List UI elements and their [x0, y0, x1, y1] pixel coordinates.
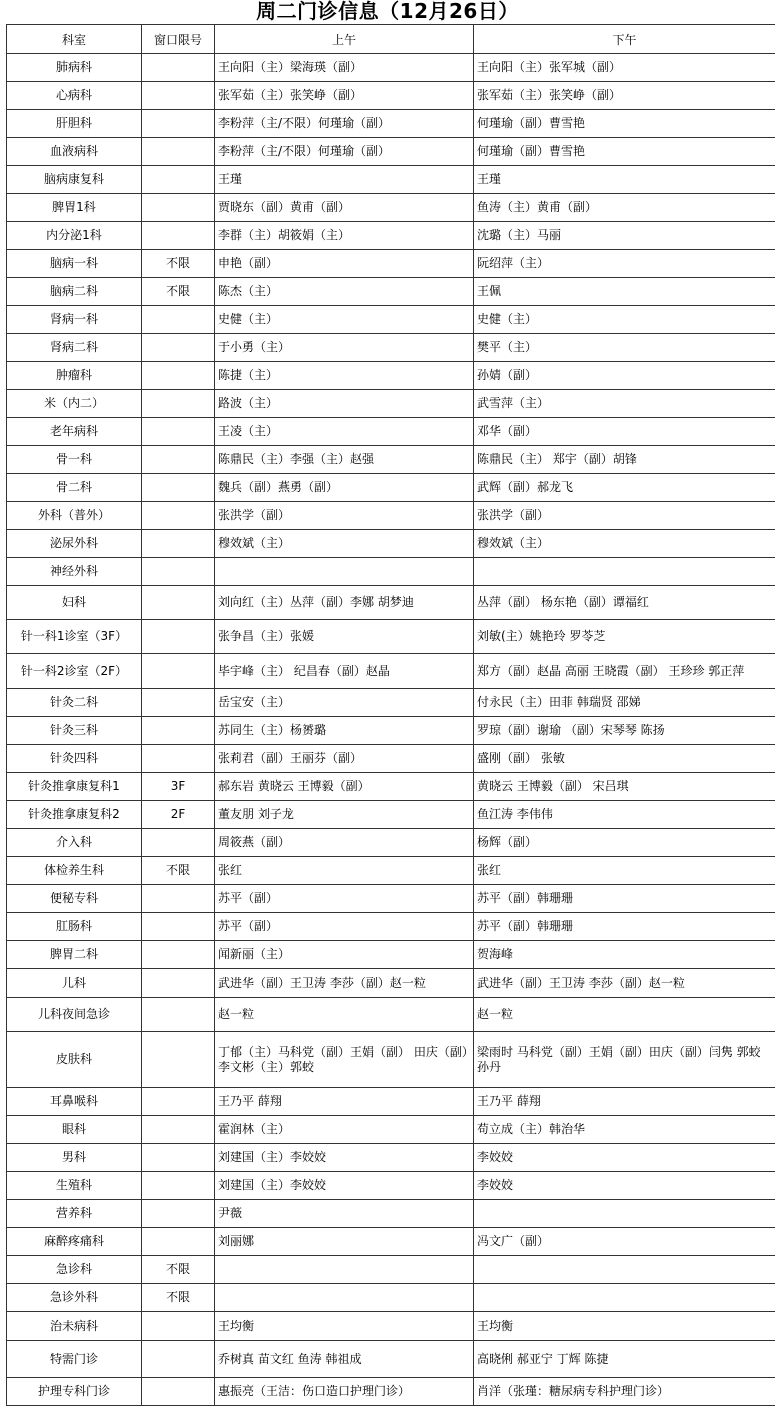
department-cell: 肾病二科 [7, 334, 142, 362]
window-limit-cell [142, 1172, 215, 1200]
morning-doctors-cell: 惠振亮（王洁：伤口造口护理门诊） [215, 1378, 474, 1406]
department-cell: 外科（普外） [7, 502, 142, 530]
table-row [7, 1200, 775, 1228]
window-limit-cell [142, 334, 215, 362]
table-row [7, 474, 775, 502]
department-cell: 儿科 [7, 969, 142, 998]
window-limit-cell [142, 829, 215, 857]
morning-doctors-cell: 闻新丽（主） [215, 941, 474, 969]
window-limit-cell [142, 586, 215, 620]
morning-doctors-cell [215, 1256, 474, 1284]
afternoon-doctors-cell: 武辉（副）郝龙飞 [474, 474, 775, 502]
morning-doctors-cell: 李粉萍（主/不限）何瑾瑜（副） [215, 110, 474, 138]
afternoon-doctors-cell: 梁雨时 马科党（副）王娟（副）田庆（副）闫隽 郭蛟 孙丹 [474, 1032, 775, 1088]
window-limit-cell [142, 1378, 215, 1406]
department-cell: 脑病康复科 [7, 166, 142, 194]
afternoon-doctors-cell: 阮绍萍（主） [474, 250, 775, 278]
department-cell: 男科 [7, 1144, 142, 1172]
afternoon-doctors-cell: 武雪萍（主） [474, 390, 775, 418]
department-cell: 脑病二科 [7, 278, 142, 306]
department-cell: 肝胆科 [7, 110, 142, 138]
morning-doctors-cell: 路波（主） [215, 390, 474, 418]
window-limit-cell [142, 166, 215, 194]
window-limit-cell [142, 446, 215, 474]
morning-doctors-cell: 武进华（副）王卫涛 李莎（副）赵一粒 [215, 969, 474, 998]
window-limit-cell [142, 362, 215, 390]
department-cell: 针一科2诊室（2F） [7, 654, 142, 689]
morning-doctors-cell: 陈鼎民（主）李强（主）赵强 [215, 446, 474, 474]
table-row [7, 1144, 775, 1172]
table-row [7, 446, 775, 474]
window-limit-cell: 不限 [142, 250, 215, 278]
department-cell: 特需门诊 [7, 1341, 142, 1378]
table-row [7, 138, 775, 166]
department-cell: 血液病科 [7, 138, 142, 166]
window-limit-cell [142, 82, 215, 110]
table-row [7, 773, 775, 801]
morning-doctors-cell: 苏同生（主）杨赟璐 [215, 717, 474, 745]
morning-doctors-cell: 刘丽娜 [215, 1228, 474, 1256]
morning-doctors-cell: 周筱燕（副） [215, 829, 474, 857]
afternoon-doctors-cell: 武进华（副）王卫涛 李莎（副）赵一粒 [474, 969, 775, 998]
window-limit-cell [142, 1032, 215, 1088]
morning-doctors-cell: 霍润林（主） [215, 1116, 474, 1144]
afternoon-doctors-cell: 王向阳（主）张军城（副） [474, 54, 775, 82]
table-row [7, 278, 775, 306]
table-row [7, 166, 775, 194]
table-row [7, 306, 775, 334]
department-cell: 体检养生科 [7, 857, 142, 885]
window-limit-cell [142, 941, 215, 969]
table-row [7, 969, 775, 998]
morning-doctors-cell: 史健（主） [215, 306, 474, 334]
morning-doctors-cell: 尹薇 [215, 1200, 474, 1228]
table-row [7, 502, 775, 530]
afternoon-doctors-cell: 张洪学（副） [474, 502, 775, 530]
table-row [7, 390, 775, 418]
afternoon-doctors-cell: 孙婧（副） [474, 362, 775, 390]
afternoon-doctors-cell: 沈璐（主）马丽 [474, 222, 775, 250]
window-limit-cell [142, 194, 215, 222]
afternoon-doctors-cell: 王佩 [474, 278, 775, 306]
department-cell: 老年病科 [7, 418, 142, 446]
morning-doctors-cell: 李粉萍（主/不限）何瑾瑜（副） [215, 138, 474, 166]
department-cell: 针灸二科 [7, 689, 142, 717]
afternoon-doctors-cell: 何瑾瑜（副）曹雪艳 [474, 110, 775, 138]
afternoon-doctors-cell: 杨辉（副） [474, 829, 775, 857]
column-header-department: 科室 [7, 25, 142, 54]
window-limit-cell: 3F [142, 773, 215, 801]
afternoon-doctors-cell: 冯文广（副） [474, 1228, 775, 1256]
page-title: 周二门诊信息（12月26日） [256, 0, 519, 23]
table-row [7, 801, 775, 829]
table-row [7, 558, 775, 586]
afternoon-doctors-cell: 张军茹（主）张笑峥（副） [474, 82, 775, 110]
department-cell: 急诊科 [7, 1256, 142, 1284]
morning-doctors-cell [215, 558, 474, 586]
column-header-window-limit: 窗口限号 [142, 25, 215, 54]
table-row [7, 1116, 775, 1144]
morning-doctors-cell: 贾晓东（副）黄甫（副） [215, 194, 474, 222]
department-cell: 心病科 [7, 82, 142, 110]
afternoon-doctors-cell: 王瑾 [474, 166, 775, 194]
department-cell: 米（内二） [7, 390, 142, 418]
afternoon-doctors-cell: 苟立成（主）韩治华 [474, 1116, 775, 1144]
table-row [7, 620, 775, 654]
window-limit-cell [142, 306, 215, 334]
table-row [7, 689, 775, 717]
window-limit-cell [142, 222, 215, 250]
table-row [7, 250, 775, 278]
department-cell: 麻醉疼痛科 [7, 1228, 142, 1256]
column-header-morning: 上午 [215, 25, 474, 54]
department-cell: 内分泌1科 [7, 222, 142, 250]
afternoon-doctors-cell: 赵一粒 [474, 998, 775, 1032]
table-row [7, 745, 775, 773]
morning-doctors-cell: 董友朋 刘子龙 [215, 801, 474, 829]
window-limit-cell [142, 1312, 215, 1341]
afternoon-doctors-cell: 郑方（副）赵晶 高丽 王晓霞（副） 王珍珍 郭正萍 [474, 654, 775, 689]
table-row [7, 1088, 775, 1116]
table-row [7, 1032, 775, 1088]
morning-doctors-cell: 赵一粒 [215, 998, 474, 1032]
clinic-schedule-table [6, 24, 775, 1406]
department-cell: 泌尿外科 [7, 530, 142, 558]
window-limit-cell [142, 1341, 215, 1378]
morning-doctors-cell [215, 1284, 474, 1312]
table-body [7, 54, 775, 1406]
window-limit-cell [142, 998, 215, 1032]
morning-doctors-cell: 于小勇（主） [215, 334, 474, 362]
morning-doctors-cell: 王凌（主） [215, 418, 474, 446]
window-limit-cell [142, 418, 215, 446]
window-limit-cell [142, 390, 215, 418]
morning-doctors-cell: 刘建国（主）李姣姣 [215, 1144, 474, 1172]
morning-doctors-cell: 穆效斌（主） [215, 530, 474, 558]
morning-doctors-cell: 李群（主）胡筱娟（主） [215, 222, 474, 250]
department-cell: 妇科 [7, 586, 142, 620]
afternoon-doctors-cell: 苏平（副）韩珊珊 [474, 913, 775, 941]
department-cell: 肾病一科 [7, 306, 142, 334]
table-row [7, 717, 775, 745]
afternoon-doctors-cell: 刘敏(主）姚艳玲 罗苓芝 [474, 620, 775, 654]
table-row [7, 1378, 775, 1406]
table-row [7, 1284, 775, 1312]
table-row [7, 885, 775, 913]
afternoon-doctors-cell: 鱼涛（主）黄甫（副） [474, 194, 775, 222]
afternoon-doctors-cell [474, 558, 775, 586]
department-cell: 便秘专科 [7, 885, 142, 913]
afternoon-doctors-cell: 李姣姣 [474, 1172, 775, 1200]
morning-doctors-cell: 魏兵（副）燕勇（副） [215, 474, 474, 502]
afternoon-doctors-cell [474, 1284, 775, 1312]
afternoon-doctors-cell: 贺海峰 [474, 941, 775, 969]
afternoon-doctors-cell: 李姣姣 [474, 1144, 775, 1172]
window-limit-cell [142, 1200, 215, 1228]
department-cell: 护理专科门诊 [7, 1378, 142, 1406]
department-cell: 针灸推拿康复科2 [7, 801, 142, 829]
window-limit-cell [142, 474, 215, 502]
department-cell: 介入科 [7, 829, 142, 857]
morning-doctors-cell: 王乃平 薛翔 [215, 1088, 474, 1116]
table-row [7, 1256, 775, 1284]
afternoon-doctors-cell [474, 1200, 775, 1228]
department-cell: 针一科1诊室（3F） [7, 620, 142, 654]
morning-doctors-cell: 苏平（副） [215, 885, 474, 913]
morning-doctors-cell: 王均衡 [215, 1312, 474, 1341]
table-row [7, 586, 775, 620]
table-row [7, 913, 775, 941]
morning-doctors-cell: 张军茹（主）张笑峥（副） [215, 82, 474, 110]
morning-doctors-cell: 苏平（副） [215, 913, 474, 941]
afternoon-doctors-cell: 肖洋（张瑾：糖尿病专科护理门诊） [474, 1378, 775, 1406]
window-limit-cell [142, 1144, 215, 1172]
window-limit-cell [142, 689, 215, 717]
window-limit-cell: 不限 [142, 857, 215, 885]
afternoon-doctors-cell: 盛刚（副） 张敏 [474, 745, 775, 773]
window-limit-cell [142, 558, 215, 586]
table-row [7, 362, 775, 390]
window-limit-cell: 不限 [142, 1256, 215, 1284]
afternoon-doctors-cell: 黄晓云 王博毅（副） 宋吕琪 [474, 773, 775, 801]
window-limit-cell [142, 1116, 215, 1144]
afternoon-doctors-cell: 罗琼（副）谢瑜 （副）宋琴琴 陈扬 [474, 717, 775, 745]
department-cell: 营养科 [7, 1200, 142, 1228]
afternoon-doctors-cell: 高晓俐 郝亚宁 丁辉 陈捷 [474, 1341, 775, 1378]
table-row [7, 1228, 775, 1256]
window-limit-cell [142, 717, 215, 745]
window-limit-cell: 不限 [142, 278, 215, 306]
department-cell: 针灸四科 [7, 745, 142, 773]
window-limit-cell [142, 54, 215, 82]
table-header-row [7, 25, 775, 54]
window-limit-cell [142, 654, 215, 689]
department-cell: 针灸推拿康复科1 [7, 773, 142, 801]
morning-doctors-cell: 张红 [215, 857, 474, 885]
afternoon-doctors-cell: 张红 [474, 857, 775, 885]
table-row [7, 110, 775, 138]
window-limit-cell [142, 969, 215, 998]
afternoon-doctors-cell: 苏平（副）韩珊珊 [474, 885, 775, 913]
table-row [7, 82, 775, 110]
department-cell: 眼科 [7, 1116, 142, 1144]
table-row [7, 998, 775, 1032]
department-cell: 肿瘤科 [7, 362, 142, 390]
morning-doctors-cell: 申艳（副） [215, 250, 474, 278]
window-limit-cell [142, 1228, 215, 1256]
afternoon-doctors-cell: 史健（主） [474, 306, 775, 334]
morning-doctors-cell: 郝东岩 黄晓云 王博毅（副） [215, 773, 474, 801]
table-row [7, 54, 775, 82]
table-row [7, 222, 775, 250]
department-cell: 脑病一科 [7, 250, 142, 278]
department-cell: 生殖科 [7, 1172, 142, 1200]
afternoon-doctors-cell: 王均衡 [474, 1312, 775, 1341]
department-cell: 急诊外科 [7, 1284, 142, 1312]
department-cell: 肺病科 [7, 54, 142, 82]
afternoon-doctors-cell: 付永民（主）田菲 韩瑞贤 邵娣 [474, 689, 775, 717]
afternoon-doctors-cell: 丛萍（副） 杨东艳（副）谭福红 [474, 586, 775, 620]
morning-doctors-cell: 王向阳（主）梁海瑛（副） [215, 54, 474, 82]
morning-doctors-cell: 陈杰（主） [215, 278, 474, 306]
table-row [7, 334, 775, 362]
morning-doctors-cell: 王瑾 [215, 166, 474, 194]
table-row [7, 194, 775, 222]
table-row [7, 530, 775, 558]
morning-doctors-cell: 张莉君（副）王丽芬（副） [215, 745, 474, 773]
department-cell: 骨二科 [7, 474, 142, 502]
table-row [7, 829, 775, 857]
morning-doctors-cell: 丁郁（主）马科党（副）王娟（副） 田庆（副）李文彬（主）郭蛟 [215, 1032, 474, 1088]
department-cell: 神经外科 [7, 558, 142, 586]
window-limit-cell: 2F [142, 801, 215, 829]
window-limit-cell [142, 620, 215, 654]
window-limit-cell [142, 1088, 215, 1116]
department-cell: 儿科夜间急诊 [7, 998, 142, 1032]
department-cell: 耳鼻喉科 [7, 1088, 142, 1116]
afternoon-doctors-cell: 樊平（主） [474, 334, 775, 362]
morning-doctors-cell: 张洪学（副） [215, 502, 474, 530]
morning-doctors-cell: 刘向红（主）丛萍（副）李娜 胡梦迪 [215, 586, 474, 620]
afternoon-doctors-cell: 陈鼎民（主） 郑宇（副）胡锋 [474, 446, 775, 474]
column-header-afternoon: 下午 [474, 25, 775, 54]
window-limit-cell [142, 502, 215, 530]
table-row [7, 941, 775, 969]
window-limit-cell [142, 110, 215, 138]
window-limit-cell [142, 745, 215, 773]
afternoon-doctors-cell: 穆效斌（主） [474, 530, 775, 558]
table-row [7, 1312, 775, 1341]
department-cell: 脾胃二科 [7, 941, 142, 969]
department-cell: 肛肠科 [7, 913, 142, 941]
morning-doctors-cell: 刘建国（主）李姣姣 [215, 1172, 474, 1200]
department-cell: 皮肤科 [7, 1032, 142, 1088]
afternoon-doctors-cell: 何瑾瑜（副）曹雪艳 [474, 138, 775, 166]
morning-doctors-cell: 岳宝安（主） [215, 689, 474, 717]
department-cell: 脾胃1科 [7, 194, 142, 222]
table-row [7, 1172, 775, 1200]
morning-doctors-cell: 陈捷（主） [215, 362, 474, 390]
window-limit-cell [142, 913, 215, 941]
table-row [7, 1341, 775, 1378]
table-row [7, 857, 775, 885]
afternoon-doctors-cell: 邓华（副） [474, 418, 775, 446]
table-row [7, 418, 775, 446]
afternoon-doctors-cell: 鱼江涛 李伟伟 [474, 801, 775, 829]
morning-doctors-cell: 乔树真 苗文红 鱼涛 韩祖成 [215, 1341, 474, 1378]
department-cell: 骨一科 [7, 446, 142, 474]
window-limit-cell [142, 885, 215, 913]
table-row [7, 654, 775, 689]
department-cell: 治未病科 [7, 1312, 142, 1341]
window-limit-cell [142, 138, 215, 166]
morning-doctors-cell: 毕宇峰（主） 纪昌春（副）赵晶 [215, 654, 474, 689]
afternoon-doctors-cell [474, 1256, 775, 1284]
window-limit-cell: 不限 [142, 1284, 215, 1312]
window-limit-cell [142, 530, 215, 558]
afternoon-doctors-cell: 王乃平 薛翔 [474, 1088, 775, 1116]
department-cell: 针灸三科 [7, 717, 142, 745]
morning-doctors-cell: 张争昌（主）张媛 [215, 620, 474, 654]
